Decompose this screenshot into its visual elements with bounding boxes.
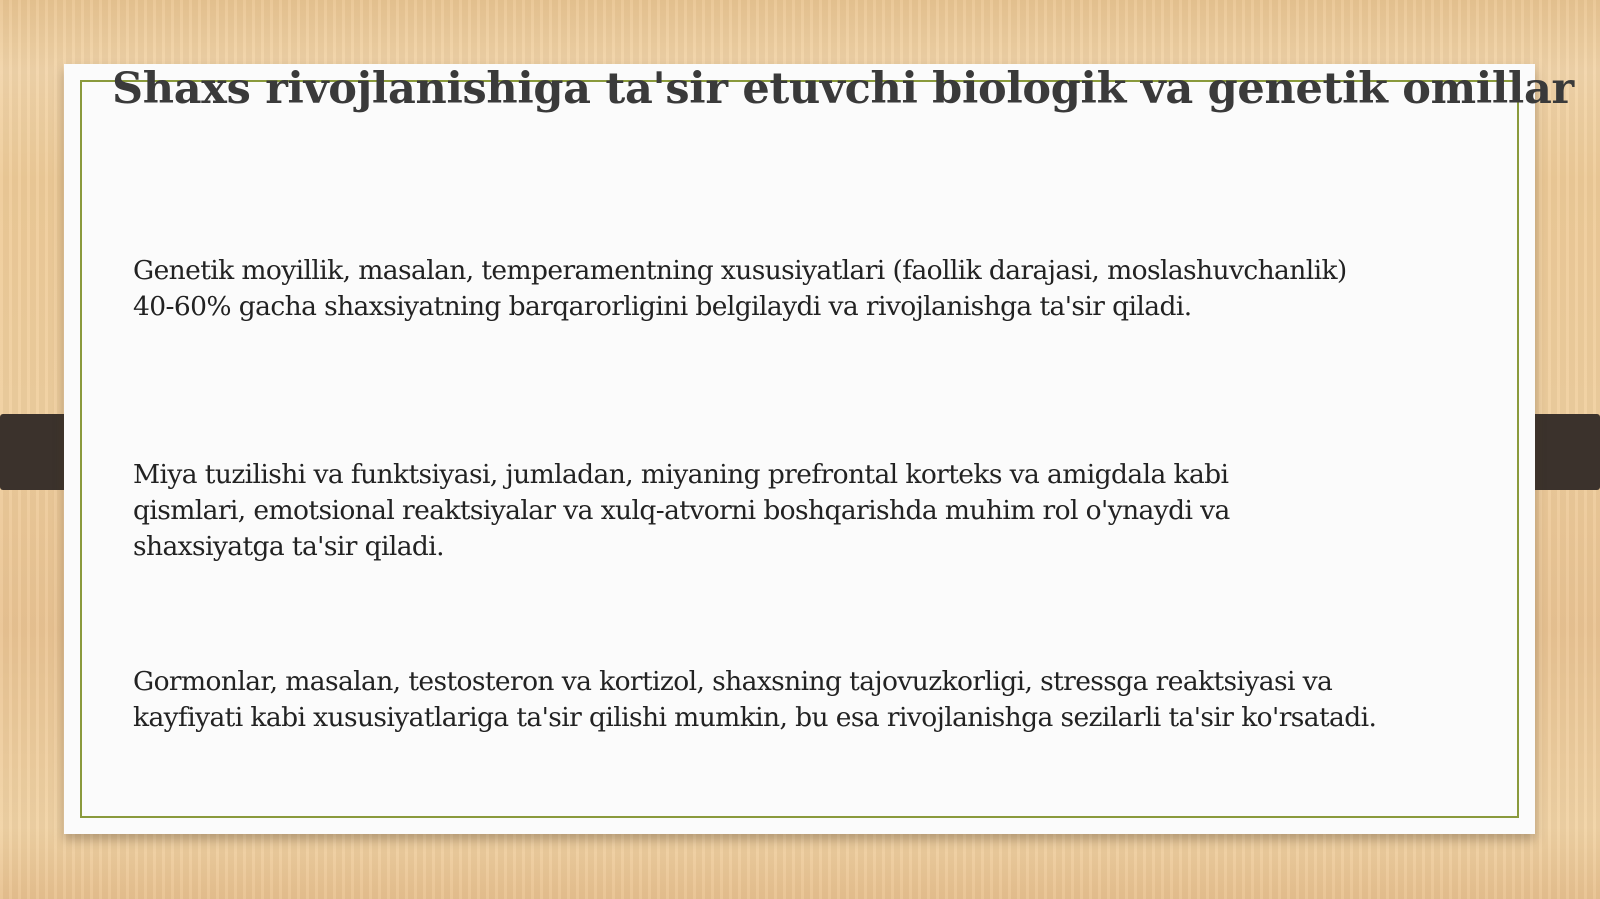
- paragraph-genetic-predisposition: [133, 253, 1533, 325]
- paragraph-line: shaxsiyatga ta'sir qiladi.: [133, 531, 444, 562]
- paragraph-line: Miya tuzilishi va funktsiyasi, jumladan, miyaning prefrontal korteks va amigdala kabi: [133, 459, 1229, 490]
- paragraph-hormones: [133, 664, 1533, 736]
- paragraph-line: Genetik moyillik, masalan, temperamentning xususiyatlari (faollik darajasi, moslashuvchanlik): [133, 255, 1347, 286]
- paragraph-line: qismlari, emotsional reaktsiyalar va xulq-atvorni boshqarishda muhim rol o'ynaydi va: [133, 495, 1230, 526]
- slide-title: Shaxs rivojlanishiga ta'sir etuvchi biologik va genetik omillar: [112, 64, 1574, 114]
- paragraph-line: kayfiyati kabi xususiyatlariga ta'sir qilishi mumkin, bu esa rivojlanishga sezilarli ta'sir ko'rsatadi.: [133, 702, 1377, 733]
- paragraph-line: Gormonlar, masalan, testosteron va kortizol, shaxsning tajovuzkorligi, stressga reaktsiyasi va: [133, 666, 1333, 697]
- paragraph-brain-structure: [133, 457, 1533, 565]
- paragraph-line: 40-60% gacha shaxsiyatning barqarorligini belgilaydi va rivojlanishga ta'sir qiladi.: [133, 291, 1192, 322]
